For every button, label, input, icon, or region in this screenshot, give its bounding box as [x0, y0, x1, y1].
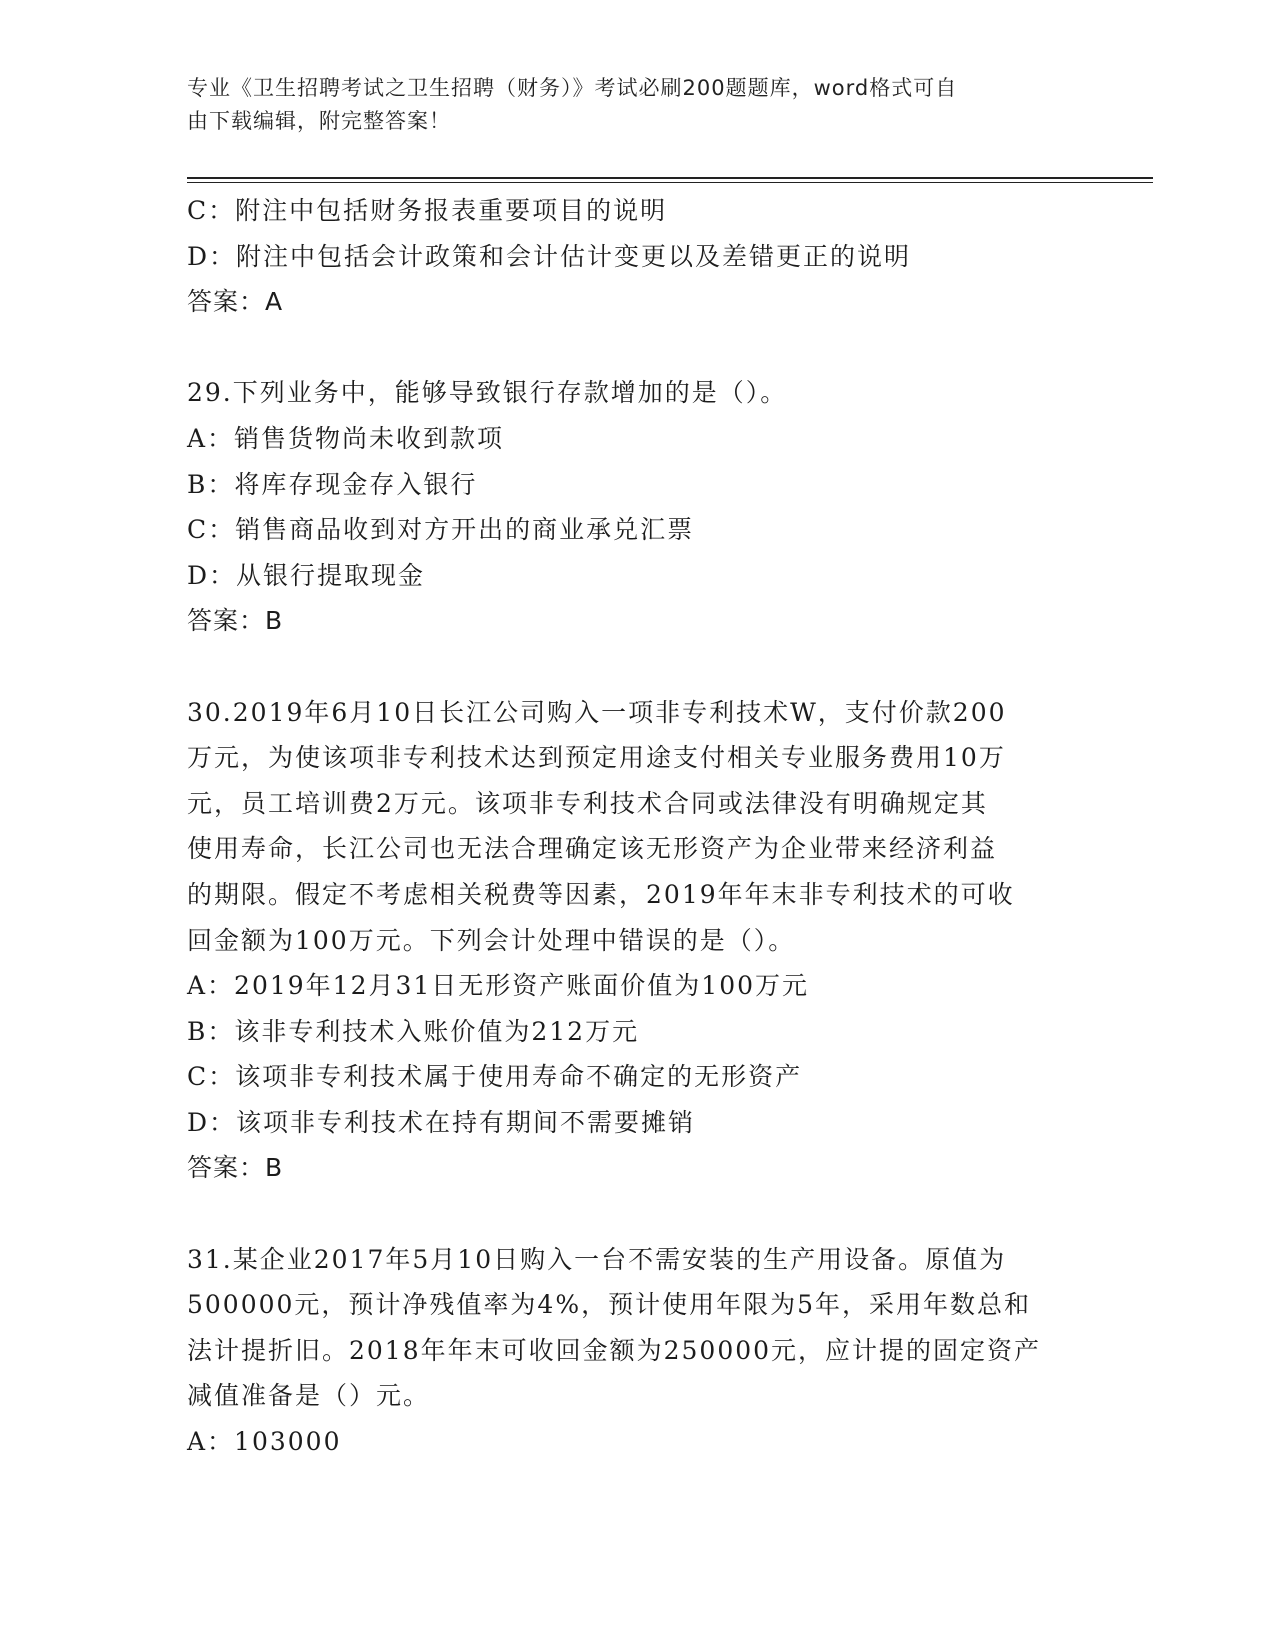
q31-stem-line: 500000元，预计净残值率为4%，预计使用年限为5年，采用年数总和	[187, 1290, 1032, 1320]
q30-stem-line: 使用寿命，长江公司也无法合理确定该无形资产为企业带来经济利益	[187, 834, 998, 864]
q30-stem-line: 30.2019年6月10日长江公司购入一项非专利技术W，支付价款200	[187, 697, 1007, 727]
header-line-2: 由下载编辑，附完整答案！	[187, 109, 451, 133]
q30-option-c: C：该项非专利技术属于使用寿命不确定的无形资产	[187, 1062, 803, 1092]
spacer	[187, 1191, 1087, 1237]
prev-answer: 答案：A	[187, 287, 284, 317]
q30-option-a: A：2019年12月31日无形资产账面价值为100万元	[187, 971, 810, 1001]
prev-option-d: D：附注中包括会计政策和会计估计变更以及差错更正的说明	[187, 241, 912, 271]
header-line-1: 专业《卫生招聘考试之卫生招聘（财务）》考试必刷200题题库，word格式可自	[187, 76, 958, 100]
q29-option-c: C：销售商品收到对方开出的商业承兑汇票	[187, 515, 695, 545]
document-header	[187, 72, 1067, 138]
prev-option-c: C：附注中包括财务报表重要项目的说明	[187, 196, 668, 225]
q30-option-d: D：该项非专利技术在持有期间不需要摊销	[187, 1107, 696, 1137]
q31-stem-line: 31.某企业2017年5月10日购入一台不需安装的生产用设备。原值为	[187, 1244, 1007, 1274]
header-divider-thick	[187, 177, 1153, 179]
q31-stem-line: 法计提折旧。2018年年末可收回金额为250000元，应计提的固定资产	[187, 1335, 1042, 1365]
q30-option-b: B：该非专利技术入账价值为212万元	[187, 1016, 640, 1046]
q30-stem-line: 回金额为100万元。下列会计处理中错误的是（）。	[187, 925, 796, 955]
header-divider-thin	[187, 182, 1153, 183]
q31-stem-line: 减值准备是（）元。	[187, 1381, 431, 1411]
spacer	[187, 325, 1087, 371]
question-content	[187, 188, 1087, 1465]
q30-stem-line: 的期限。假定不考虑相关税费等因素，2019年年末非专利技术的可收	[187, 879, 1015, 909]
q31-option-a: A：103000	[187, 1427, 342, 1457]
q30-answer: 答案：B	[187, 1153, 284, 1183]
q29-option-d: D：从银行提取现金	[187, 560, 426, 590]
q30-stem-line: 元，员工培训费2万元。该项非专利技术合同或法律没有明确规定其	[187, 788, 988, 818]
q30-stem-line: 万元，为使该项非专利技术达到预定用途支付相关专业服务费用10万	[187, 743, 1006, 773]
q29-answer: 答案：B	[187, 606, 284, 636]
spacer	[187, 644, 1087, 690]
q29-stem: 29.下列业务中，能够导致银行存款增加的是（）。	[187, 378, 788, 408]
q29-option-a: A：销售货物尚未收到款项	[187, 423, 505, 453]
q29-option-b: B：将库存现金存入银行	[187, 469, 478, 499]
